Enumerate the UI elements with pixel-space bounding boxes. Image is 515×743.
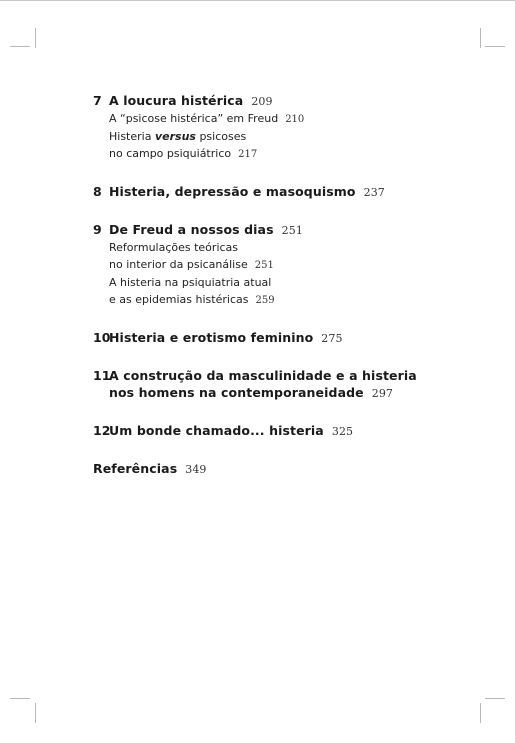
chapter-title: A loucura histérica — [109, 93, 244, 108]
toc-subentry[interactable] — [109, 239, 423, 274]
toc-subentry[interactable] — [109, 274, 423, 309]
page-number: 251 — [281, 224, 303, 237]
references-title: Referências — [93, 461, 178, 476]
chapter-title: De Freud a nossos dias — [109, 222, 274, 237]
chapter-number: 8 — [93, 184, 102, 199]
crop-mark-br-v — [480, 703, 481, 723]
page-number: 259 — [255, 295, 275, 306]
page-number: 275 — [321, 332, 343, 345]
toc-subentry[interactable] — [109, 110, 423, 128]
chapter-title-line: A construção da masculinidade e a histeria — [109, 368, 417, 383]
table-of-contents — [93, 92, 423, 478]
chapter-number: 7 — [93, 93, 102, 108]
crop-mark-tr-v — [480, 28, 481, 48]
chapter-number: 11 — [93, 368, 111, 383]
toc-entry-references[interactable] — [93, 460, 423, 478]
toc-entry-8[interactable] — [93, 183, 423, 201]
subentry-title: Reformulações teóricas — [109, 241, 239, 254]
crop-mark-bl-v — [35, 703, 36, 723]
page-number: 217 — [238, 149, 258, 160]
top-rule — [0, 0, 515, 1]
toc-entry-10[interactable] — [93, 329, 423, 347]
chapter-title: Histeria e erotismo feminino — [109, 330, 314, 345]
page-number: 209 — [251, 95, 273, 108]
page-number: 325 — [331, 425, 354, 438]
toc-entry-12[interactable] — [93, 422, 423, 440]
subentry-title: A histeria na psiquiatria atual — [109, 276, 272, 289]
toc-entry-11[interactable] — [93, 367, 423, 402]
crop-mark-tl-h — [10, 46, 30, 47]
subentry-title: e as epidemias histéricas — [109, 293, 249, 306]
subentry-title-part: psicoses — [195, 130, 247, 143]
toc-entry-9[interactable] — [93, 221, 423, 309]
page-number: 349 — [185, 463, 207, 476]
subentry-emphasis: versus — [154, 130, 196, 143]
page-number: 237 — [363, 186, 385, 199]
chapter-title: Histeria, depressão e masoquismo — [109, 184, 356, 199]
subentry-title: no campo psiquiátrico — [109, 147, 232, 160]
page-number: 297 — [371, 387, 394, 400]
subentry-title-part: Histeria — [109, 130, 155, 143]
chapter-number: 12 — [93, 423, 111, 438]
crop-mark-tr-h — [485, 46, 505, 47]
crop-mark-tl-v — [35, 28, 36, 48]
chapter-number: 10 — [93, 330, 111, 345]
chapter-number: 9 — [93, 222, 102, 237]
page-number: 210 — [285, 114, 305, 125]
crop-mark-br-h — [485, 698, 505, 699]
chapter-title: Um bonde chamado... histeria — [109, 423, 324, 438]
chapter-title-line: nos homens na contemporaneidade — [109, 385, 364, 400]
toc-entry-7[interactable] — [93, 92, 423, 163]
page-number: 251 — [254, 260, 274, 271]
toc-subentry[interactable] — [109, 128, 423, 163]
crop-mark-bl-h — [10, 698, 30, 699]
subentry-title: no interior da psicanálise — [109, 258, 248, 271]
subentry-title: A “psicose histérica” em Freud — [109, 112, 279, 125]
